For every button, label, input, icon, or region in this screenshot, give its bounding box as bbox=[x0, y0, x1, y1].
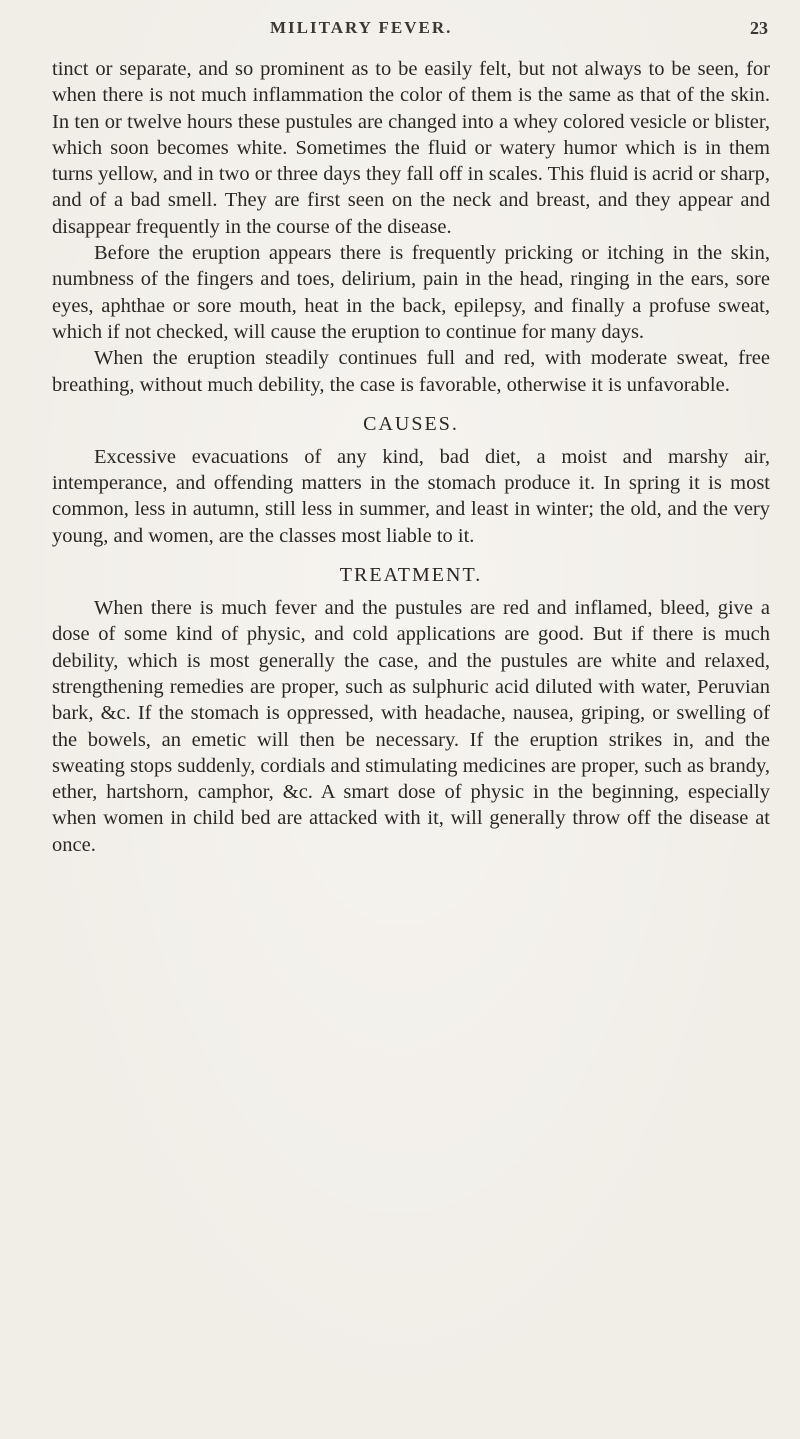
paragraph-prognosis: When the eruption steadily continues full and red, with moderate sweat, free breathing, without much debility, the case is favorable, otherwise it is unfavorable. bbox=[52, 347, 770, 396]
paragraph-continuation: tinct or separate, and so prominent as to be easily felt, but not always to be seen, for when there is not much inflammation the color of them is the same as that of the skin. In ten or twelve hours these pustules are changed into a whey colored vesicle or blister, which soon becomes white. Sometimes the fluid or watery humor which is in them turns yellow, and in two or three days they fall off in scales. This fluid is acrid or sharp, and of a bad smell. They are first seen on the neck and breast, and they appear and disappear frequently in the course of the disease. bbox=[52, 58, 770, 238]
paragraph-causes: Excessive evacuations of any kind, bad diet, a moist and marshy air, intemperance, and offending matters in the stomach produce it. In spring it is most common, less in autumn, still less in summer, and least in winter; the old, and the very young, and women, are the classes most liable to it. bbox=[52, 445, 770, 547]
body-text bbox=[52, 56, 770, 858]
page-number: 23 bbox=[750, 18, 768, 38]
section-heading-causes: CAUSES. bbox=[363, 412, 459, 435]
section-heading-treatment: TREATMENT. bbox=[339, 564, 483, 587]
running-title: MILITARY FEVER. bbox=[270, 18, 453, 37]
running-head bbox=[270, 18, 790, 44]
paragraph-treatment: When there is much fever and the pustules are red and inflamed, bleed, give a dose of some kind of physic, and cold applications are good. But if there is much debility, which is most generally the case, and the pustules are white and relaxed, strengthening remedies are proper, such as sulphuric acid diluted with water, Peruvian bark, &c. If the stomach is oppressed, with headache, nausea, griping, or swelling of the bowels, an emetic will then be necessary. If the eruption strikes in, and the sweating stops suddenly, cordials and stimulating medicines are proper, such as brandy, ether, hartshorn, camphor, &c. A smart dose of physic in the beginning, especially when women in child bed are attacked with it, will generally throw off the disease at once. bbox=[52, 597, 770, 856]
paragraph-premonitory-symptoms: Before the eruption appears there is frequently pricking or itching in the skin, numbness of the fingers and toes, delirium, pain in the head, ringing in the ears, sore eyes, aphthae or sore mouth, heat in the back, epilepsy, and finally a profuse sweat, which if not checked, will cause the eruption to continue for many days. bbox=[52, 242, 770, 343]
